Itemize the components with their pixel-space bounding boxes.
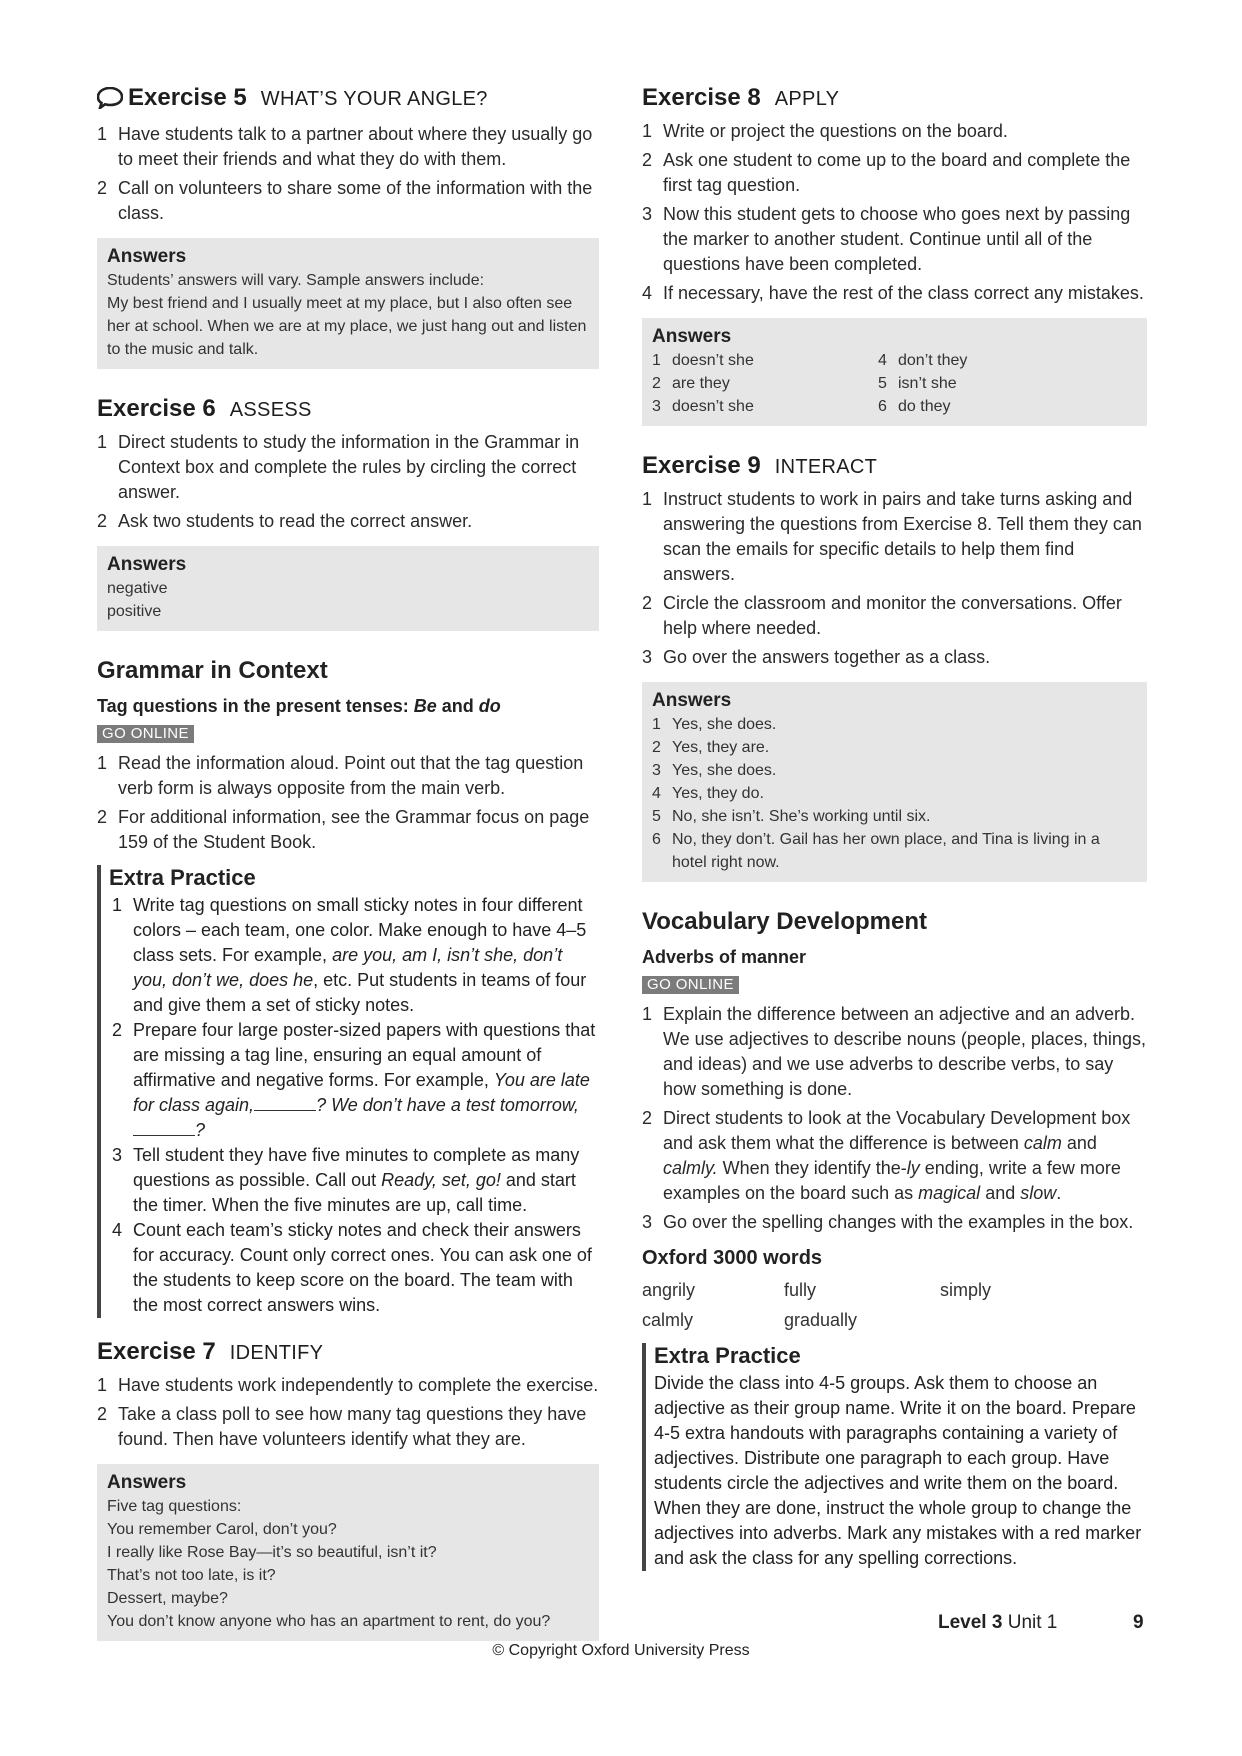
list-item: 4 If necessary, have the rest of the class correct any mistakes.: [642, 283, 1144, 303]
oxford-3000-heading: Oxford 3000 words: [642, 1247, 823, 1269]
exercise-6-title: Exercise 6: [97, 395, 216, 422]
list-item: 2 Take a class poll to see how many tag questions they have found. Then have volunteers identify what they are.: [97, 1404, 587, 1449]
left-column: [97, 82, 599, 1665]
answer-line: Five tag questions:: [107, 1498, 242, 1515]
answer-line: Students’ answers will vary. Sample answers include:: [107, 272, 485, 289]
exercise-8-heading: [642, 82, 1147, 115]
answer-line: 5 No, she isn’t. She’s working until six.: [652, 808, 931, 825]
answers-title: Answers: [652, 326, 732, 347]
list-item: 1 Read the information aloud. Point out that the tag question verb form is always opposite from the main verb.: [97, 753, 584, 798]
answer-line: positive: [107, 603, 162, 620]
list-item: 2 Ask one student to come up to the board and complete the first tag question.: [642, 150, 1131, 195]
extra-practice-title: Extra Practice: [654, 1343, 801, 1368]
answer-line: My best friend and I usually meet at my place, but I also often see her at school. When we are at my place, we just hang out and listen to the music and talk.: [107, 295, 587, 358]
exercise-7-steps: [97, 1373, 599, 1452]
answer-line: You don’t know anyone who has an apartment to rent, do you?: [107, 1613, 551, 1630]
exercise-6-steps: [97, 430, 599, 534]
exercise-6-tag: ASSESS: [229, 399, 312, 421]
list-item: 2 Ask two students to read the correct answer.: [97, 511, 473, 531]
answer-line: 1 doesn’t she: [652, 352, 754, 369]
right-column: [642, 82, 1147, 1589]
answer-line: 4 Yes, they do.: [652, 785, 764, 802]
list-item: 1 Have students work independently to complete the exercise.: [97, 1375, 599, 1395]
exercise-9-tag: INTERACT: [774, 456, 878, 478]
exercise-5-answers-box: [97, 238, 599, 369]
answer-line: 3 doesn’t she: [652, 398, 754, 415]
exercise-6-heading: [97, 393, 599, 426]
word: fully: [784, 1280, 817, 1300]
list-item: 1 Direct students to study the information in the Grammar in Context box and complete the rules by circling the correct answer.: [97, 432, 580, 502]
blank-line: [254, 1096, 316, 1111]
answer-line: 2 are they: [652, 375, 730, 392]
answer-line: 4 don’t they: [878, 352, 968, 369]
exercise-9-steps: [642, 487, 1147, 670]
word: simply: [940, 1280, 992, 1300]
list-item: 1 Write tag questions on small sticky notes in four different colors – each team, one color. Make enough to have 4–5 class sets. For example, are you, am I, isn’t she, don’t you, don’t we, does he, etc. Put students in teams of four and give them a set of sticky notes.: [112, 895, 587, 1015]
list-item: 2 Call on volunteers to share some of the information with the class.: [97, 178, 593, 223]
list-item: 3 Go over the spelling changes with the examples in the box.: [642, 1212, 1134, 1232]
grammar-in-context-heading: Grammar in Context: [97, 657, 328, 684]
exercise-5-heading: [97, 82, 599, 118]
grammar-steps: [97, 751, 599, 855]
exercise-8-tag: APPLY: [774, 88, 840, 110]
exercise-5-title: Exercise 5: [128, 84, 247, 111]
word: gradually: [784, 1310, 858, 1330]
exercise-9-title: Exercise 9: [642, 452, 761, 479]
exercise-8-steps: [642, 119, 1147, 306]
footer-level-unit: Level 3 Unit 1: [938, 1612, 1058, 1633]
answer-line: I really like Rose Bay—it’s so beautiful, isn’t it?: [107, 1544, 437, 1561]
go-online-badge: GO ONLINE: [97, 725, 194, 743]
vocab-steps: [642, 1002, 1147, 1235]
vocab-subtitle: Adverbs of manner: [642, 947, 807, 967]
extra-practice-box-2: [642, 1343, 1147, 1571]
extra-practice-title: Extra Practice: [109, 865, 256, 890]
word: calmly: [642, 1310, 694, 1330]
answer-line: That’s not too late, is it?: [107, 1567, 276, 1584]
list-item: 2 For additional information, see the Grammar focus on page 159 of the Student Book.: [97, 807, 590, 852]
answer-line: 1 Yes, she does.: [652, 716, 777, 733]
list-item: 4 Count each team’s sticky notes and check their answers for accuracy. Count only correct ones. You can ask one of the students to keep score on the board. The team with the most correct answers wins.: [112, 1220, 592, 1315]
list-item: 2 Prepare four large poster-sized papers with questions that are missing a tag line, ensuring an equal amount of affirmative and negative forms. For example, You are late for class again, ? We don’t have a test tomorrow,?: [112, 1020, 596, 1140]
answer-line: 5 isn’t she: [878, 375, 957, 392]
exercise-8-title: Exercise 8: [642, 84, 761, 111]
page-number: 9: [1133, 1612, 1144, 1633]
exercise-5-steps: [97, 122, 599, 226]
exercise-7-tag: IDENTIFY: [229, 1342, 324, 1364]
answer-line: 3 Yes, she does.: [652, 762, 777, 779]
oxford-word-list: [642, 1275, 1147, 1335]
grammar-subtitle: Tag questions in the present tenses: Be and do: [97, 696, 501, 716]
exercise-7-title: Exercise 7: [97, 1338, 216, 1365]
answer-line: negative: [107, 580, 168, 597]
answers-title: Answers: [107, 246, 187, 267]
blank-line: [133, 1121, 195, 1136]
list-item: 1 Explain the difference between an adjective and an adverb. We use adjectives to describe nouns (people, places, things, and ideas) and we use adverbs to describe verbs, to say how something is done.: [642, 1004, 1146, 1099]
extra-practice-box: [97, 865, 599, 1318]
answers-title: Answers: [652, 690, 732, 711]
list-item: 1 Have students talk to a partner about where they usually go to meet their friends and what they do with them.: [97, 124, 593, 169]
list-item: 3 Now this student gets to choose who goes next by passing the marker to another student. Continue until all of the questions have been completed.: [642, 204, 1131, 274]
answer-line: 6 No, they don’t. Gail has her own place, and Tina is living in a hotel right now.: [652, 831, 1100, 871]
list-item: 2 Circle the classroom and monitor the conversations. Offer help where needed.: [642, 593, 1122, 638]
answer-line: 2 Yes, they are.: [652, 739, 770, 756]
go-online-badge: GO ONLINE: [642, 976, 739, 994]
list-item: 3 Tell student they have five minutes to complete as many questions as possible. Call out Ready, set, go! and start the timer. When the five minutes are up, call time.: [112, 1145, 580, 1215]
exercise-5-tag: WHAT’S YOUR ANGLE?: [260, 88, 488, 110]
exercise-9-answers-box: [642, 682, 1147, 882]
exercise-6-answers-box: [97, 546, 599, 631]
answers-title: Answers: [107, 1472, 187, 1493]
exercise-8-answers-box: [642, 318, 1147, 426]
vocabulary-development-heading: Vocabulary Development: [642, 908, 927, 935]
list-item: 2 Direct students to look at the Vocabulary Development box and ask them what the difference is between calm and calmly. When they identify the-ly ending, write a few more examples on the board such as magical and slow.: [642, 1108, 1131, 1203]
extra-practice-steps: [109, 893, 599, 1318]
answers-title: Answers: [107, 554, 187, 575]
answers-grid: [652, 349, 1137, 418]
exercise-7-heading: [97, 1336, 599, 1369]
word: angrily: [642, 1280, 696, 1300]
list-item: 1 Write or project the questions on the board.: [642, 121, 1008, 141]
exercise-7-answers-box: [97, 1464, 599, 1641]
answer-line: Dessert, maybe?: [107, 1590, 228, 1607]
list-item: 1 Instruct students to work in pairs and take turns asking and answering the questions from Exercise 8. Tell them they can scan the emails for specific details to help them find answers.: [642, 489, 1142, 584]
exercise-9-heading: [642, 450, 1147, 483]
copyright-notice: © Copyright Oxford University Press: [492, 1642, 750, 1659]
list-item: 3 Go over the answers together as a class.: [642, 647, 991, 667]
speech-bubble-icon: [97, 86, 123, 118]
answer-line: You remember Carol, don’t you?: [107, 1521, 337, 1538]
extra-practice-text: Divide the class into 4-5 groups. Ask them to choose an adjective as their group name. Write it on the board. Prepare 4-5 extra handouts with paragraphs containing a variety of adjectives. Distribute one paragraph to each group. Have students circle the adjectives and write them on the board. When they are done, instruct the whole group to change the adjectives into adverbs. Mark any mistakes with a red marker and ask the class for any spelling corrections.: [654, 1373, 1142, 1568]
answer-line: 6 do they: [878, 398, 951, 415]
